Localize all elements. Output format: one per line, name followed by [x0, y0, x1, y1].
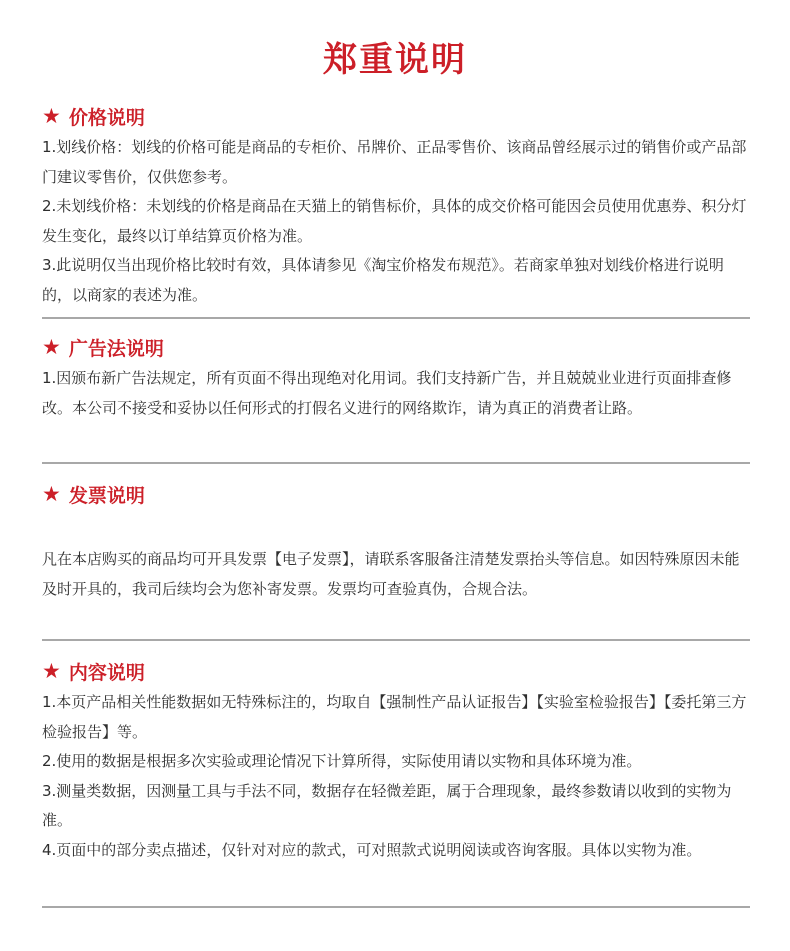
paragraph: 3.测量类数据，因测量工具与手法不同，数据存在轻微差距，属于合理现象，最终参数请以收到的实物为准。: [42, 781, 732, 829]
paragraph: 3.此说明仅当出现价格比较时有效，具体请参见《淘宝价格发布规范》。若商家单独对划线价格进行说明的，以商家的表述为准。: [42, 256, 724, 304]
section-divider: [42, 639, 750, 641]
section-divider: [42, 462, 750, 464]
star-icon: ★: [42, 335, 61, 359]
section-body-ad-law: [42, 364, 750, 423]
section-ad-law: [42, 332, 750, 423]
section-body-invoice: [42, 545, 750, 604]
paragraph: 4.页面中的部分卖点描述，仅针对对应的款式，可对照款式说明阅读或咨询客服。具体以实物为准。: [42, 840, 702, 859]
section-heading-price: [42, 101, 750, 131]
section-body-price: [42, 133, 750, 310]
paragraph: 1.因颁布新广告法规定，所有页面不得出现绝对化用词。我们支持新广告，并且兢兢业业进行页面排查修改。本公司不接受和妥协以任何形式的打假名义进行的网络欺诈，请为真正的消费者让路。: [42, 369, 732, 417]
paragraph: 凡在本店购买的商品均可开具发票【电子发票】，请联系客服备注清楚发票抬头等信息。如因特殊原因未能及时开具的，我司后续均会为您补寄发票。发票均可查验真伪，合规合法。: [42, 550, 740, 598]
section-invoice: [42, 479, 750, 604]
section-heading-ad-law: [42, 332, 750, 362]
section-heading-label: 内容说明: [68, 661, 145, 684]
section-heading-label: 发票说明: [68, 484, 145, 507]
section-body-content: [42, 688, 750, 865]
paragraph: 2.未划线价格：未划线的价格是商品在天猫上的销售标价，具体的成交价格可能因会员使用优惠券、积分灯发生变化，最终以订单结算页价格为准。: [42, 197, 747, 245]
star-icon: ★: [42, 104, 61, 128]
paragraph: 1.本页产品相关性能数据如无特殊标注的，均取自【强制性产品认证报告】【实验室检验报告】【委托第三方检验报告】等。: [42, 693, 747, 741]
star-icon: ★: [42, 659, 61, 683]
section-divider: [42, 906, 750, 908]
star-icon: ★: [42, 482, 61, 506]
section-price: [42, 101, 750, 310]
section-heading-label: 价格说明: [68, 106, 145, 129]
section-heading-label: 广告法说明: [68, 337, 164, 360]
section-heading-content: [42, 656, 750, 686]
section-divider: [42, 317, 750, 319]
paragraph: 1.划线价格：划线的价格可能是商品的专柜价、吊牌价、正品零售价、该商品曾经展示过的销售价或产品部门建议零售价，仅供您参考。: [42, 138, 747, 186]
paragraph: 2.使用的数据是根据多次实验或理论情况下计算所得，实际使用请以实物和具体环境为准。: [42, 752, 642, 770]
page-title: 郑重说明: [323, 40, 467, 80]
section-content: [42, 656, 750, 865]
section-heading-invoice: [42, 479, 750, 509]
